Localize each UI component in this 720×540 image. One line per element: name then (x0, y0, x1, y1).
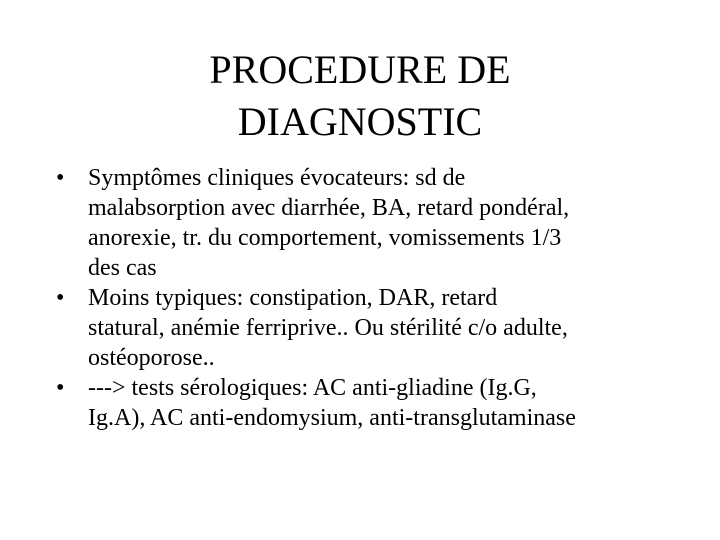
bullet-item-symptoms (56, 163, 676, 283)
bullet-text (88, 283, 676, 373)
bullet-marker: • (56, 165, 65, 191)
bullet-line: ---> tests sérologiques: AC anti-gliadine (Ig.G, (88, 375, 537, 401)
slide-title-line-1: PROCEDURE DE (209, 47, 511, 92)
bullet-line: anorexie, tr. du comportement, vomissements 1/3 (88, 225, 562, 251)
bullet-text (88, 163, 676, 283)
bullet-text (88, 373, 676, 433)
bullet-marker: • (56, 285, 65, 311)
bullet-item-atypical (56, 283, 676, 373)
bullet-line: Symptômes cliniques évocateurs: sd de (88, 165, 466, 191)
bullet-line: Moins typiques: constipation, DAR, retard (88, 285, 498, 311)
bullet-line: ostéoporose.. (88, 345, 215, 371)
bullet-marker: • (56, 375, 65, 401)
slide-title (0, 44, 720, 148)
bullet-item-serology (56, 373, 676, 433)
bullet-line: malabsorption avec diarrhée, BA, retard pondéral, (88, 195, 570, 221)
bullet-line: Ig.A), AC anti-endomysium, anti-transglutaminase (88, 405, 576, 431)
bullet-line: statural, anémie ferriprive.. Ou stérilité c/o adulte, (88, 315, 568, 341)
bullet-line: des cas (88, 255, 157, 281)
slide-title-line-2: DIAGNOSTIC (237, 99, 483, 144)
bullet-list (56, 163, 676, 433)
